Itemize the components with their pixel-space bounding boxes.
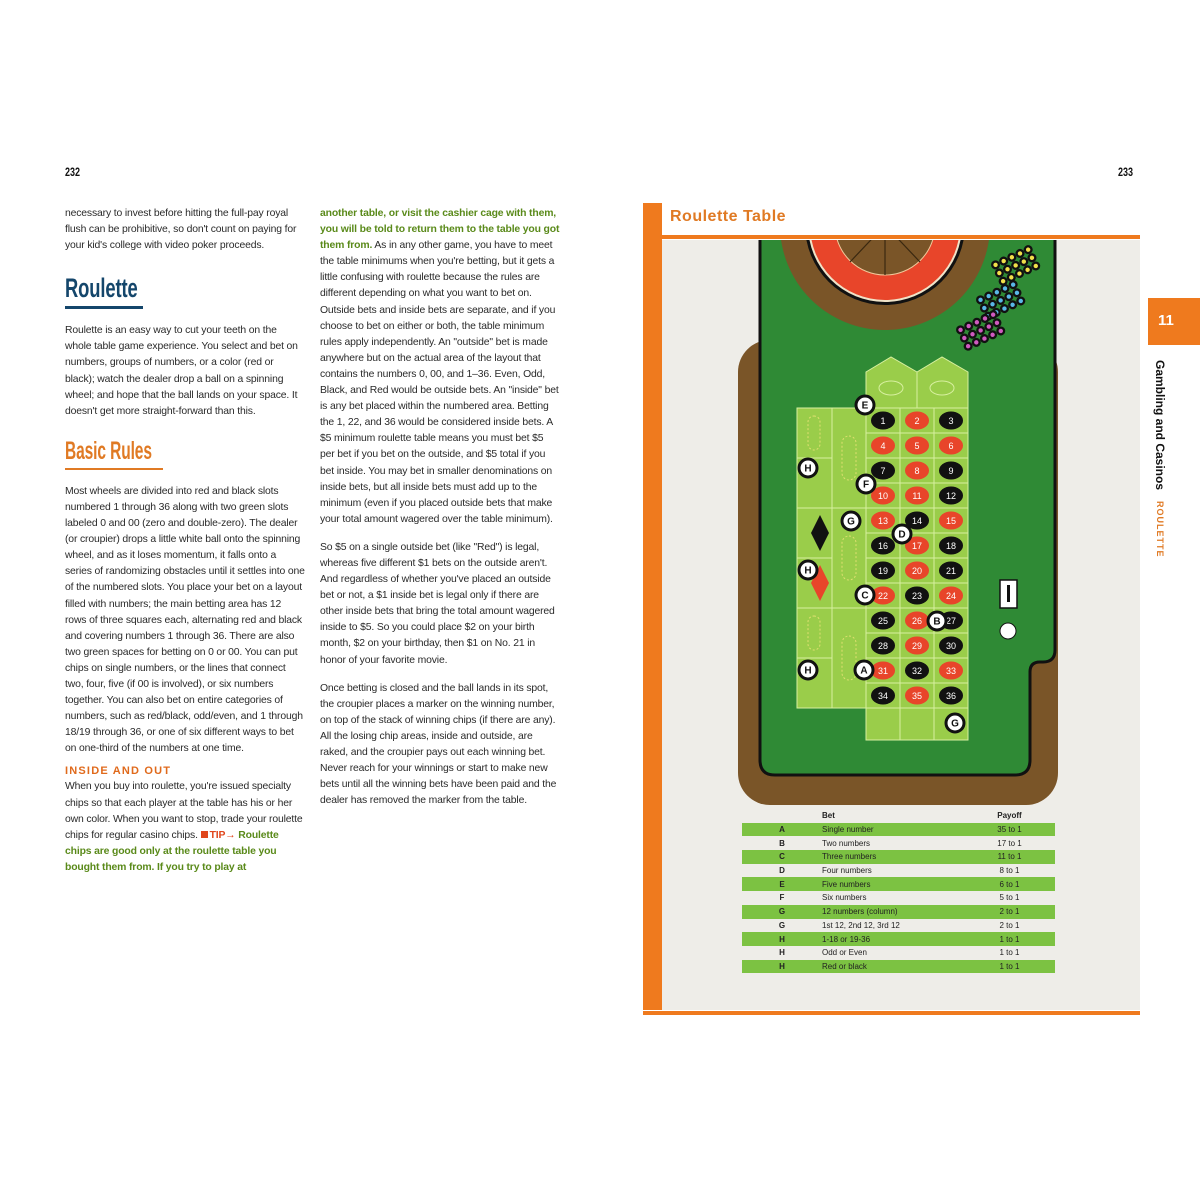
bet-marker-letter: A — [860, 665, 868, 677]
number-label: 20 — [911, 566, 923, 576]
payout-payoff: 1 to 1 — [999, 948, 1020, 958]
bet-marker-letter: E — [861, 400, 869, 412]
payout-payoff: 17 to 1 — [997, 838, 1022, 848]
figure-title: Roulette Table — [670, 208, 787, 225]
payout-bet: Odd or Even — [822, 948, 867, 958]
basic-rules-heading: Basic Rules — [65, 436, 152, 465]
inside-out-text: When you buy into roulette, you're issued specialty chips so that each player at the table has his or her own color. When you want to stop, trade your roulette chips for regular casino chips. — [65, 781, 303, 841]
payout-code: E — [779, 879, 785, 889]
payout-row — [742, 946, 1055, 960]
number-label: 36 — [945, 691, 957, 701]
payout-bet: Five numbers — [822, 879, 871, 889]
payout-bet: Four numbers — [822, 866, 872, 876]
payout-payoff: 2 to 1 — [999, 907, 1020, 917]
payout-code: H — [779, 961, 785, 971]
payout-table — [742, 809, 1055, 973]
number-label: 13 — [877, 516, 889, 526]
number-label: 6 — [948, 441, 954, 451]
number-label: 16 — [877, 541, 889, 551]
roulette-heading: Roulette — [65, 273, 138, 304]
number-label: 3 — [948, 416, 954, 426]
payout-row — [742, 919, 1055, 933]
payout-row — [742, 836, 1055, 850]
number-label: 31 — [877, 666, 889, 676]
section-title: ROULETTE — [1155, 501, 1165, 558]
figure-bottom-rule — [643, 1011, 1140, 1015]
roulette-wheel — [780, 120, 990, 330]
figure-left-bar — [643, 236, 662, 1010]
bet-marker-letter: H — [804, 565, 812, 577]
number-label: 7 — [880, 466, 886, 476]
payout-row — [742, 823, 1055, 837]
payout-payoff: 11 to 1 — [997, 852, 1022, 862]
number-label: 5 — [914, 441, 920, 451]
payout-row — [742, 850, 1055, 864]
number-label: 1 — [880, 416, 886, 426]
bet-marker-letter: G — [847, 516, 855, 528]
middle-paragraph-2: So $5 on a single outside bet (like "Red") is legal, whereas five different $1 bets on the outside aren't. And regardless of whether you've placed an outside bet or not, a $1 inside bet is legal only if there are other inside bets that bring the total amount wagered inside to $5. So you could place $2 on your birth month, $2 on your birthday, then $1 on No. 21 in honor of your favorite movie. — [320, 541, 555, 666]
number-label: 34 — [877, 691, 889, 701]
chapter-title: Gambling and Casinos — [1153, 360, 1167, 491]
payout-payoff: 35 to 1 — [997, 825, 1022, 835]
payoff-column-header: Payoff — [997, 811, 1022, 821]
number-label: 9 — [948, 466, 954, 476]
number-label: 17 — [911, 541, 923, 551]
roulette-paragraph: Roulette is an easy way to cut your teeth on the whole table game experience. You select and bet on numbers, groups of numbers, or a color (red or black); watch the dealer drop a ball on a spinning wheel; and hope that the ball lands on your space. It doesn't get more straight-forward than this. — [65, 325, 298, 417]
tip-text: Roulette chips are good only at the roulette table you bought them from. If you try to play at — [65, 829, 279, 873]
payout-code: H — [779, 948, 785, 958]
number-label: 10 — [877, 491, 889, 501]
payout-code: C — [779, 852, 785, 862]
intro-paragraph: necessary to invest before hitting the full-pay royal flush can be prohibitive, so don't count on paying for your kid's college with video poker proceeds. — [65, 208, 297, 252]
number-label: 2 — [914, 416, 920, 426]
bet-marker-letter: H — [804, 463, 812, 475]
number-label: 35 — [911, 691, 923, 701]
number-label: 27 — [945, 616, 957, 626]
running-head — [1153, 360, 1167, 558]
number-label: 19 — [877, 566, 889, 576]
number-label: 23 — [911, 591, 923, 601]
number-label: 15 — [945, 516, 957, 526]
payout-bet: Single number — [822, 825, 874, 835]
payout-bet: 1-18 or 19-36 — [822, 934, 871, 944]
inside-and-out-heading: INSIDE AND OUT — [65, 765, 172, 778]
payout-row — [742, 864, 1055, 878]
number-label: 28 — [877, 641, 889, 651]
payout-bet: Three numbers — [822, 852, 877, 862]
number-label: 22 — [877, 591, 889, 601]
number-label: 14 — [911, 516, 923, 526]
payout-bet: 12 numbers (column) — [822, 907, 898, 917]
payout-row — [742, 905, 1055, 919]
payout-payoff: 1 to 1 — [999, 961, 1020, 971]
number-label: 25 — [877, 616, 889, 626]
basic-rules-paragraph: Most wheels are divided into red and black slots numbered 1 through 36 along with two green slots labeled 0 and 00 (zero and double-zero). The dealer (or croupier) drops a little white ball onto the spinning wheel, and as it loses momentum, it falls onto a series of randomizing obstacles until it settles into one of the numbered slots. You place your bet on a layout filled with numbers; the main betting area has 12 rows of three squares each, alternating red and black and covering numbers 1 through 36. There are also two green spaces for betting on 0 or 00. You can put chips on single numbers, or the lines that connect two, four, five (if 00 is involved), or six numbers together. You can also bet on entire categories of numbers, such as red/black, odd/even, and 1 through 18/19 through 36, or one of six different ways to bet on one-third of the numbers at one time. — [65, 485, 305, 755]
number-label: 24 — [945, 591, 957, 601]
bet-marker-letter: H — [804, 665, 812, 677]
bet-marker-letter: G — [951, 718, 959, 730]
payout-code: H — [779, 934, 785, 944]
payout-payoff: 6 to 1 — [999, 879, 1020, 889]
payout-payoff: 5 to 1 — [999, 893, 1020, 903]
payout-table-header — [742, 809, 1055, 823]
number-label: 8 — [914, 466, 920, 476]
payout-code: B — [779, 838, 785, 848]
payout-bet: Two numbers — [822, 838, 871, 848]
payout-bet: Six numbers — [822, 893, 867, 903]
payout-bet: Red or black — [822, 961, 867, 971]
bet-marker-letter: F — [862, 479, 870, 491]
number-label: 26 — [911, 616, 923, 626]
payout-row — [742, 891, 1055, 905]
number-label: 18 — [945, 541, 957, 551]
number-label: 21 — [945, 566, 957, 576]
payout-code: F — [779, 893, 785, 903]
payout-payoff: 8 to 1 — [999, 866, 1020, 876]
payout-payoff: 2 to 1 — [999, 920, 1020, 930]
bet-marker-letter: C — [861, 590, 869, 602]
betting-layout — [797, 357, 968, 740]
payout-row — [742, 960, 1055, 974]
number-label: 29 — [911, 641, 923, 651]
payout-code: D — [779, 866, 785, 876]
number-label: 12 — [945, 491, 957, 501]
chapter-number: 11 — [1158, 312, 1174, 329]
bet-marker-letter: B — [933, 616, 941, 628]
tip-text-continued: another table, or visit the cashier cage with them, you will be told to return them to the table you got them from. — [320, 208, 560, 252]
payout-payoff: 1 to 1 — [999, 934, 1020, 944]
minimums-text: As in any other game, you have to meet the table minimums when you're betting, but it gets a little confusing with roulette because the rules are different depending on what you want to bet on. Outside bets and inside bets are separate, and if you choose to bet on either or both, the table minimum rules apply independently. An "outside" bet is made anywhere but on the actual area of the layout that contains the numbers 0, 00, and 1–36. Even, Odd, Black, and Red would be outside bets. An "inside" bet is any bet placed within the numbered area. Betting the 1, 22, and 36 would be considered inside bets. A $5 minimum roulette table means you must bet $5 per bet if you bet on the outside, and $5 total if you bet inside. You may bet in smaller denominations on inside bets, but all inside bets must add up to the minimum (even if you placed outside bets that make your total amount wagered over the table minimum). — [320, 240, 559, 525]
payout-bet: 1st 12, 2nd 12, 3rd 12 — [822, 920, 900, 930]
payout-code: A — [779, 825, 785, 835]
figure-top-rule — [662, 235, 1140, 239]
number-label: 11 — [912, 491, 922, 501]
number-label: 4 — [880, 441, 886, 451]
payout-code: G — [778, 907, 786, 917]
page-number-left: 232 — [65, 165, 81, 179]
number-label: 30 — [945, 641, 957, 651]
payout-row — [742, 932, 1055, 946]
middle-paragraph-3: Once betting is closed and the ball lands in its spot, the croupier places a marker on the winning number, on top of the stack of winning chips (if there are any). All the losing chip areas, inside and outside, are raked, and the croupier pays out each winning bet. Never reach for your winnings or start to make new bets until all the winning bets have been paid and the dealer has removed the marker from the table. — [320, 682, 557, 807]
tip-label: TIP→ — [209, 829, 236, 841]
page-number-right: 233 — [1118, 165, 1134, 179]
chapter-tab[interactable] — [1148, 298, 1200, 345]
number-label: 32 — [911, 666, 923, 676]
bet-column-header: Bet — [822, 811, 835, 821]
payout-code: G — [778, 920, 786, 930]
bet-marker-letter: D — [898, 529, 906, 541]
figure-accent-bar — [643, 203, 662, 236]
number-label: 33 — [945, 666, 957, 676]
payout-row — [742, 877, 1055, 891]
